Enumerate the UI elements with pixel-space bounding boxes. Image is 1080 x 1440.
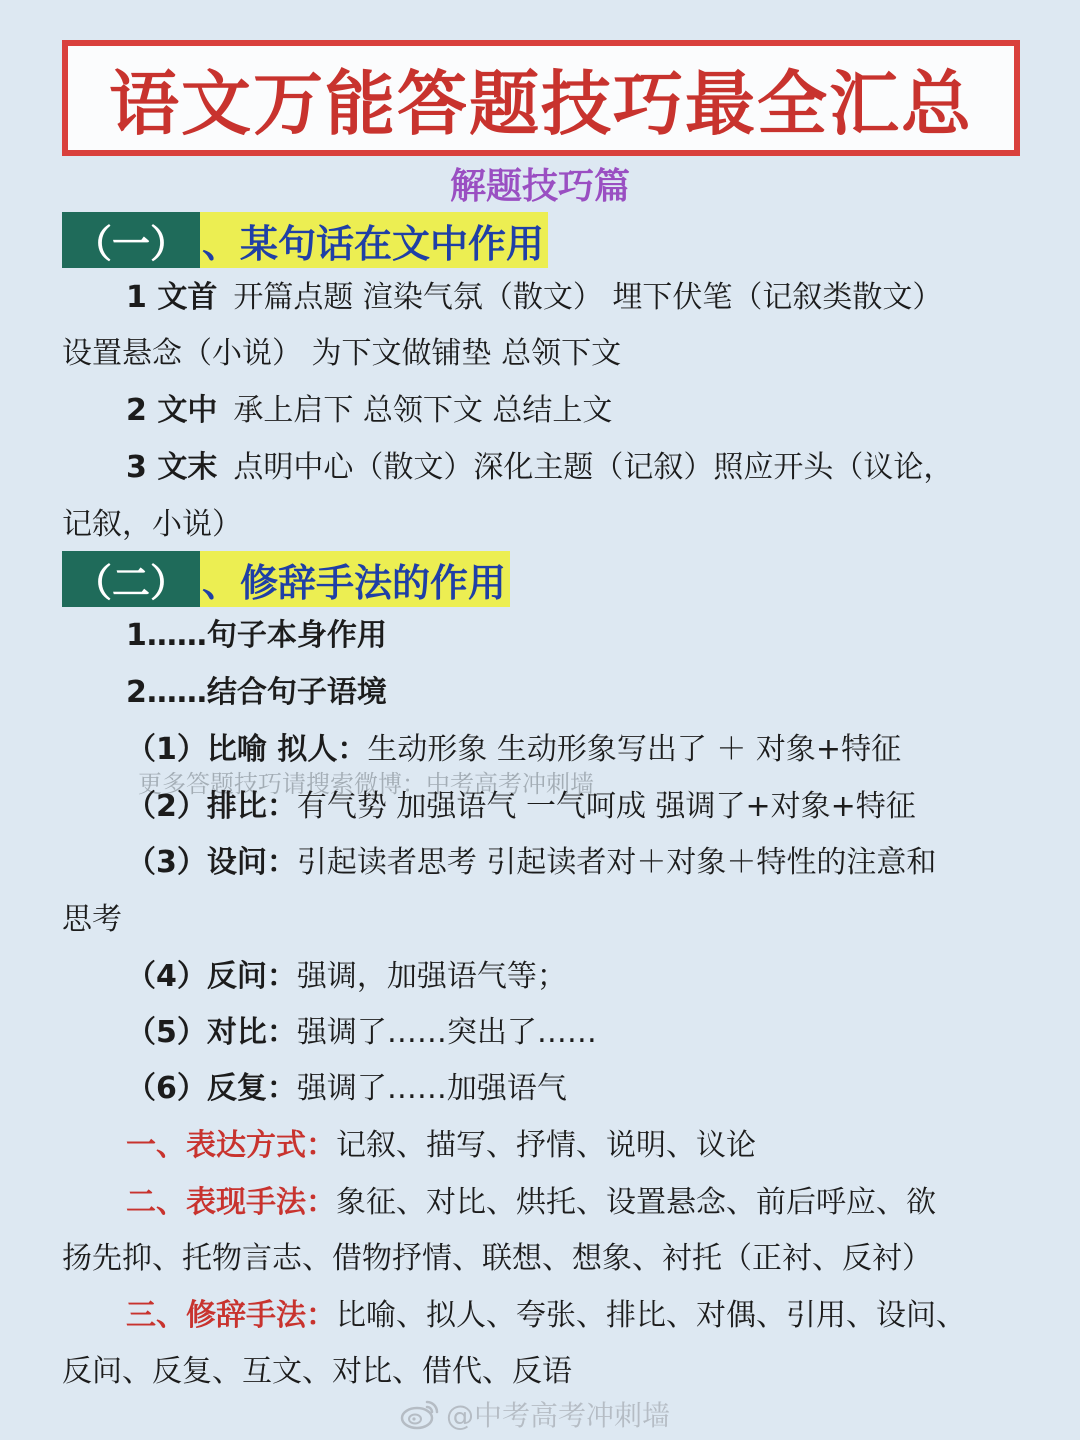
section-2-item-2: 2……结合句子语境 (126, 675, 387, 710)
rhetoric-text: 生动形象 生动形象写出了 ＋ 对象+特征 (367, 732, 902, 767)
method-row-3 (126, 1296, 966, 1336)
section-2-title: 、修辞手法的作用 (200, 551, 510, 607)
line-text: 开篇点题 渲染气氛（散文） 埋下伏笔（记叙类散文） (233, 280, 943, 315)
section-1-line-4 (126, 448, 953, 488)
method-row-2 (126, 1183, 936, 1223)
rhetoric-label: （4）反问： (126, 959, 297, 994)
watermark-text: 更多答题技巧请搜索微博：中考高考冲刺墙 (138, 770, 594, 798)
section-2-number: （二） (62, 551, 200, 607)
line-label: 2 文中 (126, 393, 218, 428)
section-1-line-5: 记叙，小说） (62, 507, 242, 542)
rhetoric-text: 有气势 加强语气 一气呵成 强调了+对象+特征 (296, 789, 916, 824)
weibo-logo-icon (400, 1398, 440, 1430)
weibo-watermark (400, 1396, 670, 1432)
rhetoric-row-5 (126, 1013, 597, 1053)
method-label: 三、修辞手法： (126, 1298, 336, 1333)
section-2-item-1: 1……句子本身作用 (126, 618, 387, 653)
line-text: 点明中心（散文）深化主题（记叙）照应开头（议论， (233, 450, 954, 485)
rhetoric-row-3 (126, 843, 936, 883)
rhetoric-row-4 (126, 957, 567, 997)
weibo-handle: @中考高考冲刺墙 (446, 1399, 671, 1432)
rhetoric-label: （3）设问： (126, 845, 297, 880)
rhetoric-label: （2）排比： (126, 789, 297, 824)
rhetoric-label: （5）对比： (126, 1015, 297, 1050)
line-label: 1 文首 (126, 280, 218, 315)
rhetoric-text: 引起读者思考 引起读者对＋对象＋特性的注意和 (296, 845, 937, 880)
page-title: 语文万能答题技巧最全汇总 (109, 62, 973, 145)
line-text: 承上启下 总领下文 总结上文 (233, 393, 613, 428)
method-text: 比喻、拟人、夸张、排比、对偶、引用、设问、 (336, 1298, 966, 1333)
method-row-1 (126, 1126, 756, 1166)
rhetoric-label: （6）反复： (126, 1071, 297, 1106)
line-label: 3 文末 (126, 450, 218, 485)
method-row-2-continued: 扬先抑、托物言志、借物抒情、联想、想象、衬托（正衬、反衬） (62, 1241, 932, 1276)
section-1-line-1 (126, 278, 942, 318)
rhetoric-label: （1）比喻 拟人： (126, 732, 368, 767)
rhetoric-row-3-continued: 思考 (62, 902, 122, 937)
page-subtitle: 解题技巧篇 (449, 166, 630, 207)
section-2-header (62, 551, 510, 607)
method-text: 象征、对比、烘托、设置悬念、前后呼应、欲 (336, 1185, 936, 1220)
rhetoric-text: 强调了……突出了…… (296, 1015, 597, 1050)
method-row-3-continued: 反问、反复、互文、对比、借代、反语 (62, 1354, 572, 1389)
title-banner (62, 40, 1020, 156)
section-1-line-2: 设置悬念（小说） 为下文做铺垫 总领下文 (62, 336, 622, 371)
rhetoric-row-6 (126, 1069, 567, 1109)
section-1-title: 、某句话在文中作用 (200, 212, 548, 268)
rhetoric-row-2 (126, 787, 916, 827)
rhetoric-text: 强调，加强语气等； (296, 959, 567, 994)
section-1-number: （一） (62, 212, 200, 268)
method-label: 二、表现手法： (126, 1185, 336, 1220)
section-1-line-3 (126, 391, 612, 431)
method-label: 一、表达方式： (126, 1128, 336, 1163)
method-text: 记叙、描写、抒情、说明、议论 (336, 1128, 756, 1163)
rhetoric-text: 强调了……加强语气 (296, 1071, 567, 1106)
section-1-header (62, 212, 548, 268)
